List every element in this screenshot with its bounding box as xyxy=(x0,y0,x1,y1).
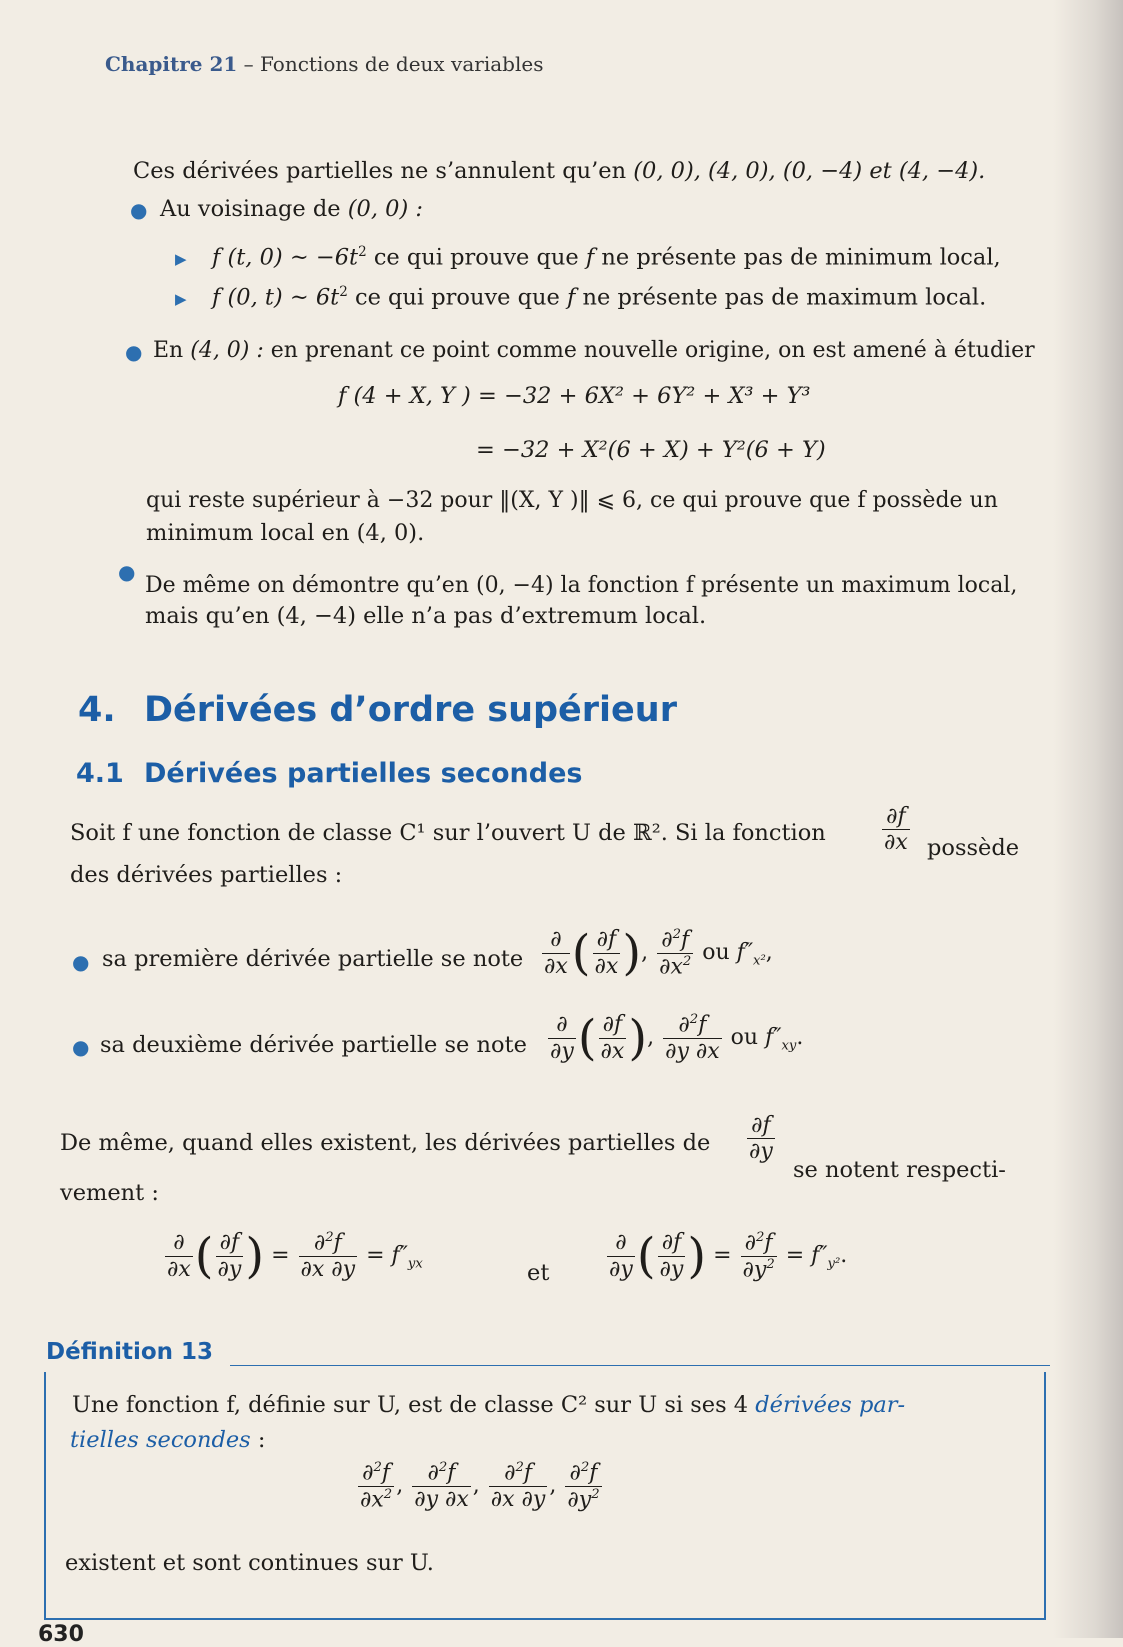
bullet-dot: ● xyxy=(118,560,136,584)
definition-line-1 xyxy=(72,1392,905,1419)
subsection-heading xyxy=(76,758,583,789)
para-2-line-1: De même, quand elles existent, les dérivées partielles de xyxy=(60,1130,711,1156)
equivalent-expr: f (0, t) ~ 6t xyxy=(212,284,340,311)
list-item-1-text: sa première dérivée partielle se note xyxy=(102,946,524,972)
bullet-2-math: (4, 0) : xyxy=(190,338,264,363)
bullet-1 xyxy=(160,196,423,223)
para-2-line-2: vement : xyxy=(60,1180,159,1206)
arrow-icon: ▶ xyxy=(175,290,187,308)
list-item-2-notation: $\frac{\partial}{\partial y}$ ( $\frac{\partial f}{\partial x}$ ), $\frac{\partial^2f}{\partial y \partial x}$ ou $f''_{xy}$. xyxy=(550,1010,804,1066)
arrow-icon: ▶ xyxy=(175,250,187,268)
section-heading xyxy=(78,690,677,730)
bullet-2-text: En xyxy=(153,338,184,363)
subsection-title: Dérivées partielles secondes xyxy=(144,758,583,789)
bullet-dot: ● xyxy=(125,340,143,364)
fraction-df-dx: $\frac{\partial f}{\partial x}$ xyxy=(884,804,908,856)
equivalent-expr: f (t, 0) ~ −6t xyxy=(212,244,359,271)
f-symbol: f xyxy=(567,284,576,311)
section-title: Dérivées d’ordre supérieur xyxy=(144,690,677,730)
definition-line-2 xyxy=(70,1427,265,1454)
chapter-subtitle: – Fonctions de deux variables xyxy=(243,52,544,76)
intro-line xyxy=(133,158,985,185)
intro-text: Ces dérivées partielles ne s’annulent qu’en xyxy=(133,158,627,184)
equation-line-2: = −32 + X²(6 + X) + Y²(6 + Y) xyxy=(476,437,826,463)
bullet-2 xyxy=(153,338,1035,364)
bullet-dot: ● xyxy=(72,950,90,974)
ou-text: ou xyxy=(730,1025,759,1050)
para-1-line-1 xyxy=(70,820,826,847)
fraction-df-dy: $\frac{\partial f}{\partial y}$ xyxy=(749,1113,773,1165)
bullet-dot: ● xyxy=(72,1035,90,1059)
ou-text: ou xyxy=(702,940,730,965)
et-text: et xyxy=(527,1260,550,1286)
bullet-1-math: (0, 0) : xyxy=(347,196,423,222)
para-1-line-2: des dérivées partielles : xyxy=(70,862,343,888)
bullet-1-sub-1: f (t, 0) ~ $-6t^2$ ce qui prouve que f ne présente pas de minimum local, xyxy=(212,244,1001,271)
section-number: 4. xyxy=(78,690,116,730)
sub-text: ne présente pas de maximum local. xyxy=(575,284,987,311)
bullet-2-text: en prenant ce point comme nouvelle origine, on est amené à étudier xyxy=(263,338,1035,363)
chapter-label: Chapitre 21 xyxy=(105,52,238,76)
bullet-2-after-2: minimum local en (4, 0). xyxy=(146,520,425,546)
running-header xyxy=(105,52,543,76)
display-equation-1: $\frac{\partial}{\partial x}$ ( $\frac{\partial f}{\partial y}$ ) = $\frac{\partial^2f}{\partial x \partial y}$ = $f''_{yx}$ xyxy=(167,1228,423,1284)
sub-text: ne présente pas de minimum local, xyxy=(594,244,1001,271)
display-equation-2: $\frac{\partial}{\partial y}$ ( $\frac{\partial f}{\partial y}$ ) = $\frac{\partial^2f}{\partial y^2}$ = $f''_{y^2}$. xyxy=(609,1228,848,1284)
bullet-1-sub-2: f (0, t) ~ $6t^2$ ce qui prouve que f ne présente pas de maximum local. xyxy=(212,284,987,311)
bullet-2-after-1: qui reste supérieur à −32 pour ‖(X, Y )‖ ⩽ 6, ce qui prouve que f possède un xyxy=(146,488,998,513)
page-fold-shadow xyxy=(1053,0,1123,1638)
bullet-3-line-2: mais qu’en (4, −4) elle n’a pas d’extremum local. xyxy=(145,603,707,629)
list-item-2-text: sa deuxième dérivée partielle se note xyxy=(100,1032,527,1058)
definition-text: Une fonction f, définie sur U, est de classe C² sur U si ses 4 xyxy=(72,1392,749,1418)
list-item-1-notation: $\frac{\partial}{\partial x}$ ( $\frac{\partial f}{\partial x}$ ), $\frac{\partial^2f}{\partial x^2}$ ou $f''_{x^2}$, xyxy=(544,925,773,981)
subsection-number: 4.1 xyxy=(76,758,124,789)
definition-rule xyxy=(230,1365,1050,1366)
definition-link[interactable]: tielles secondes xyxy=(70,1427,251,1453)
definition-link[interactable]: dérivées par- xyxy=(755,1392,906,1418)
bullet-dot: ● xyxy=(130,198,148,222)
sub-text: ce qui prouve que xyxy=(366,244,586,271)
definition-line-3: existent et sont continues sur U. xyxy=(65,1550,434,1576)
intro-points: (0, 0), (4, 0), (0, −4) et (4, −4). xyxy=(633,158,986,184)
definition-colon: : xyxy=(257,1427,266,1453)
bullet-1-text: Au voisinage de xyxy=(160,196,341,222)
f-symbol: f xyxy=(585,244,595,271)
definition-formula: $\frac{\partial^2f}{\partial x^2}$ , $\frac{\partial^2f}{\partial y \partial x}$ , $\frac{\partial^2f}{\partial x \partial y}$ , $\frac{\partial^2f}{\partial y^2}$ xyxy=(360,1460,600,1512)
para-1-text: Soit f une fonction de classe C¹ sur l’ouvert U de ℝ². Si la fonction xyxy=(70,820,826,846)
definition-label: Définition 13 xyxy=(46,1339,214,1365)
para-2-tail: se notent respecti- xyxy=(793,1157,1006,1183)
bullet-3-line-1: De même on démontre qu’en (0, −4) la fonction f présente un maximum local, xyxy=(145,573,1018,598)
sub-text: ce qui prouve que xyxy=(347,284,568,311)
page-number: 630 xyxy=(38,1622,84,1647)
para-1-tail: possède xyxy=(927,835,1020,861)
equation-line-1: f (4 + X, Y ) = −32 + 6X² + 6Y² + X³ + Y³ xyxy=(338,383,811,409)
